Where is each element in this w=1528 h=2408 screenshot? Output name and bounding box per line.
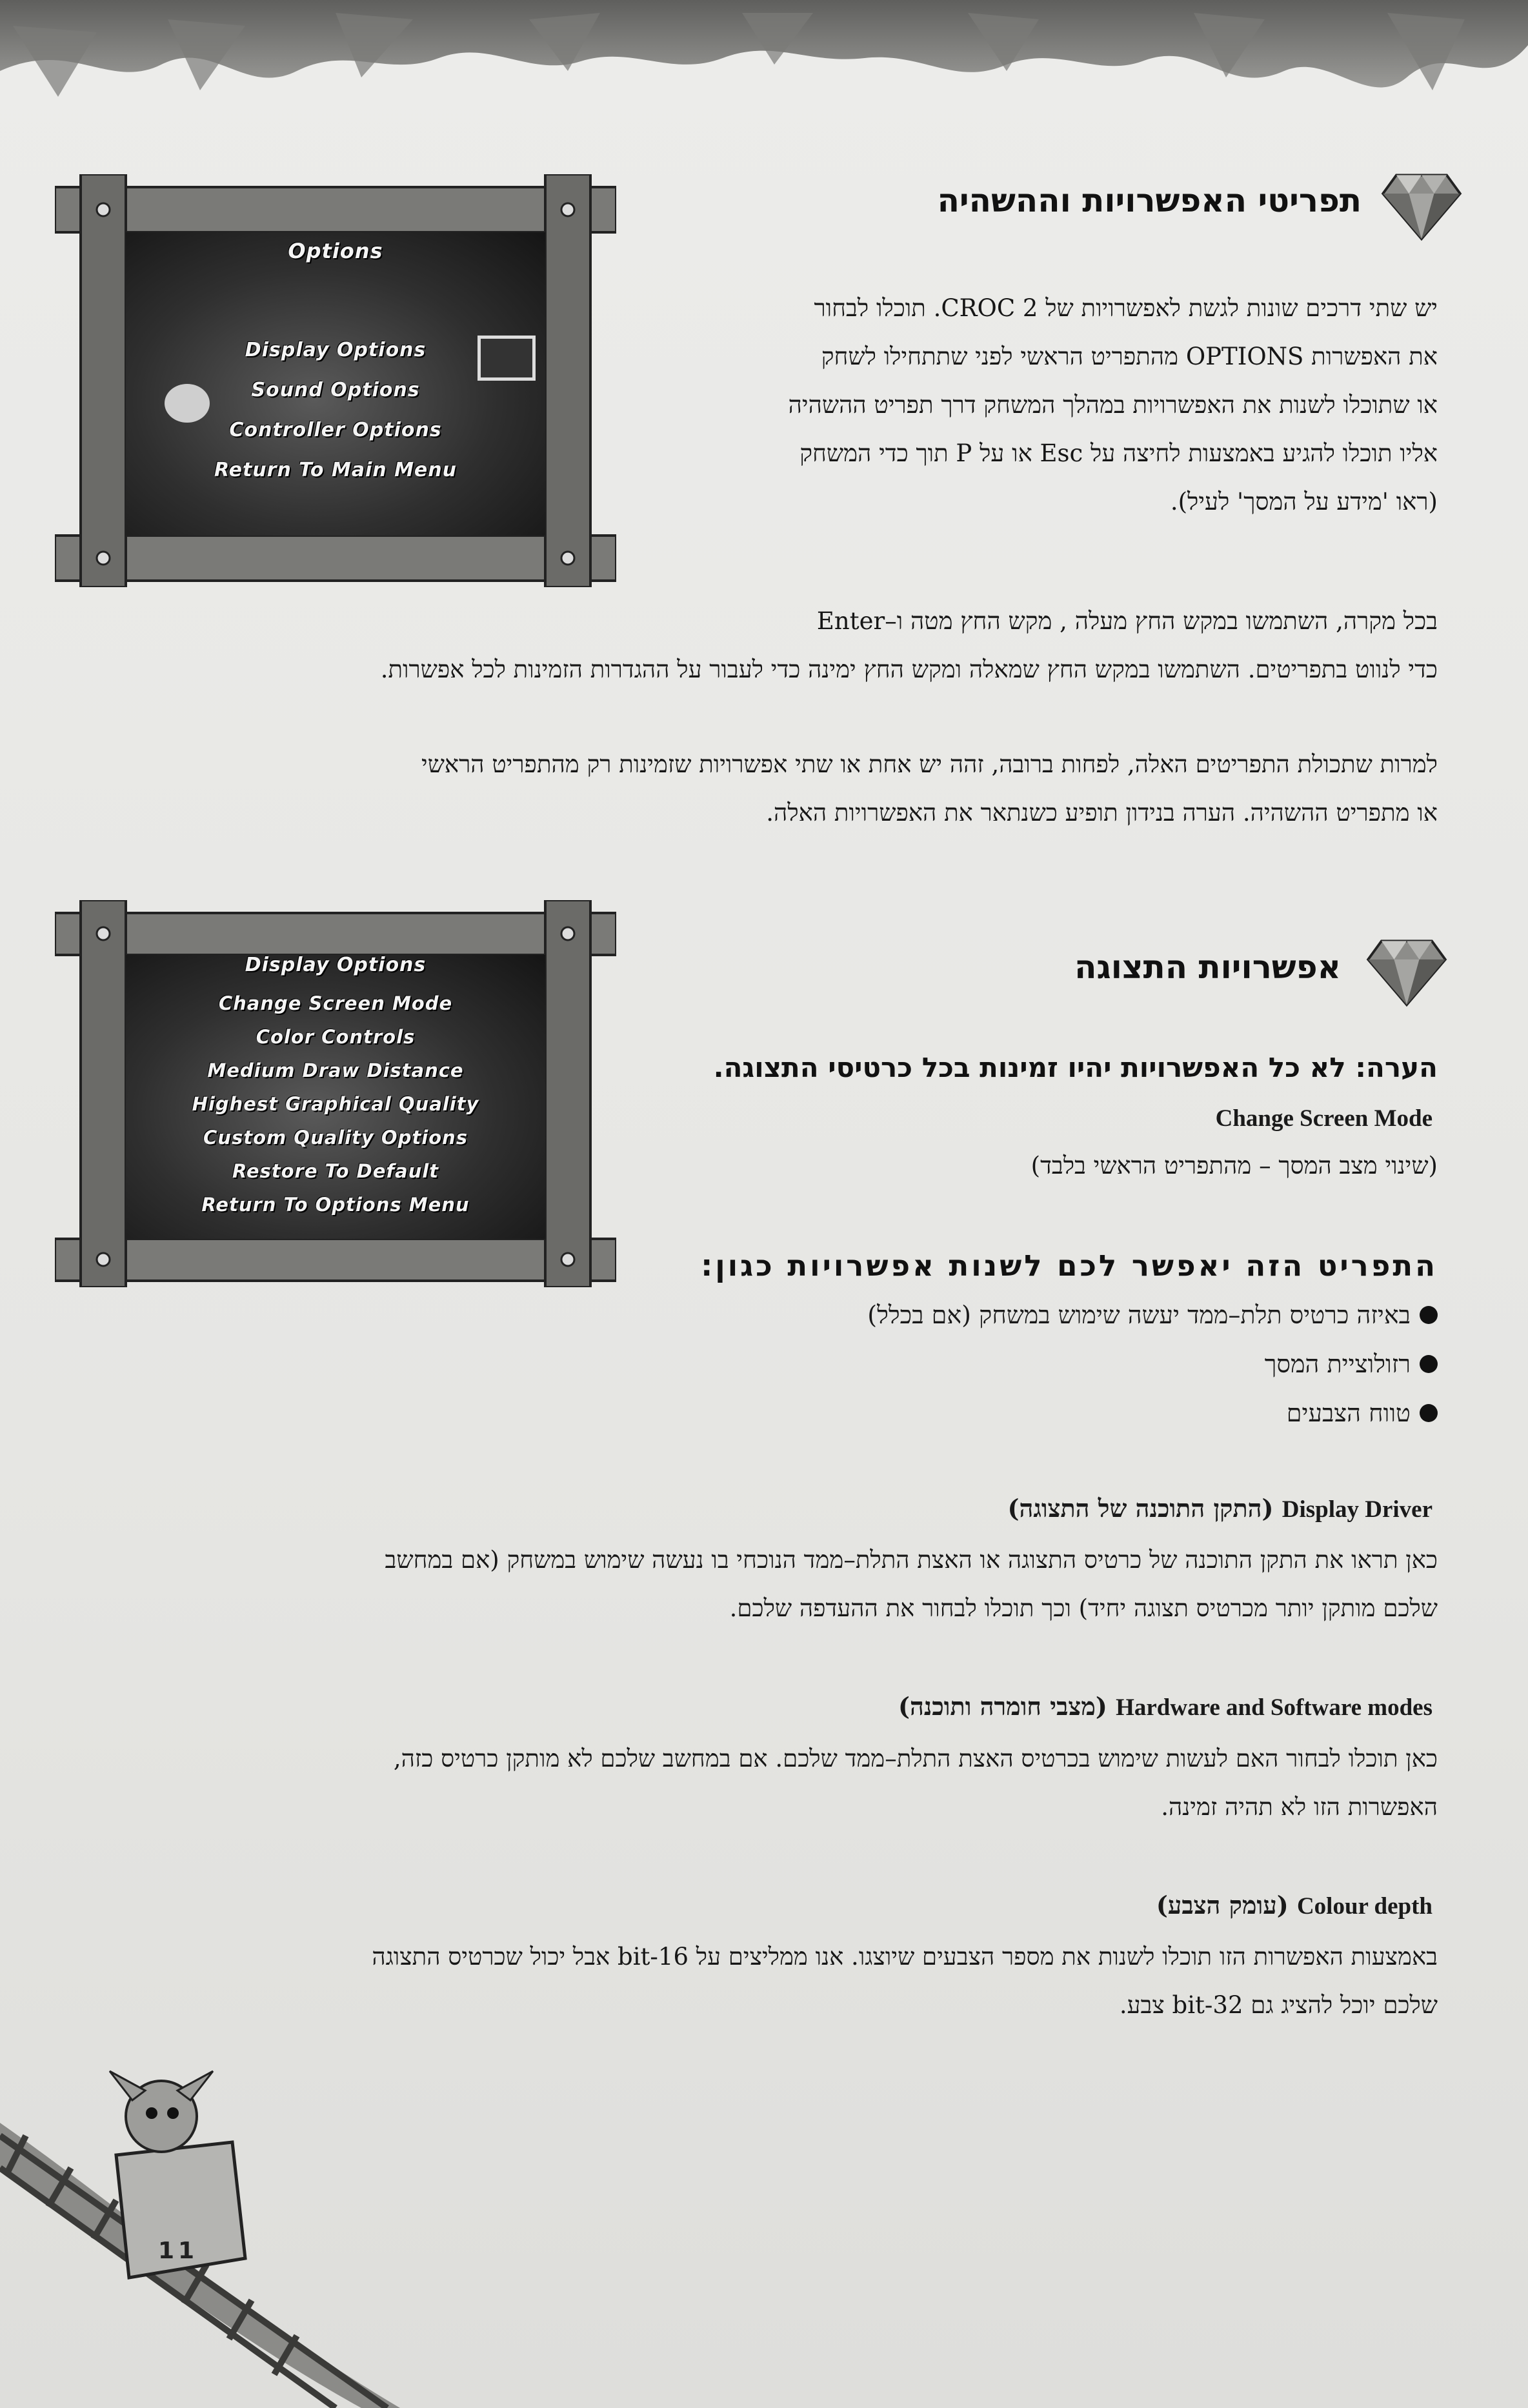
menu-item: Controller Options: [229, 419, 442, 441]
options-bullet-list: [663, 1290, 1438, 1438]
list-item: טווח הצבעים: [663, 1389, 1438, 1438]
navigation-paragraph: בכל מקרה, השתמשו במקש החץ מעלה , מקש החץ מטה ו–Enter כדי לנווט בתפריטים. השתמשו במקש החץ שמאלה ומקש החץ ימינה כדי לעבור על ההגדרות הזמינות לכל אפשרות.: [380, 607, 1438, 683]
screen-title: Options: [288, 239, 383, 263]
hw-sw-modes-desc: כאן תוכלו לבחור האם לעשות שימוש בכרטיס האצת התלת–ממד שלכם. אם במחשב שלכם לא מותקן כרטיס כזה, האפשרות הזו לא תהיה זמינה.: [393, 1745, 1438, 1821]
availability-paragraph: למרות שתכולת התפריטים האלה, לפחות ברובה, זהה יש אחת או שתי אפשרויות שזמינות רק מהתפריט הראשי או מתפריט ההשהיה. הערה בנידון תופיע כשנתאר את האפשרויות האלה.: [421, 750, 1438, 827]
menu-item: Change Screen Mode: [218, 992, 453, 1014]
game-screen: [126, 232, 545, 536]
character-figure: [165, 384, 210, 423]
options-list-intro: התפריט הזה יאפשר לכם לשנות אפשרויות כגון:: [701, 1249, 1438, 1283]
hw-sw-modes-title: Hardware and Software modes (מצבי חומרה ותוכנה): [898, 1692, 1432, 1721]
screen-title: Display Options: [245, 955, 427, 976]
menu-item: Return To Options Menu: [201, 1194, 470, 1216]
list-item: רזולוציית המסך: [663, 1339, 1438, 1389]
change-screen-mode-label: Change Screen Mode: [1215, 1105, 1432, 1132]
menu-item: Highest Graphical Quality: [192, 1093, 479, 1115]
menu-item: Return To Main Menu: [214, 459, 457, 481]
availability-note: הערה: לא כל האפשרויות יהיו זמינות בכל כרטיסי התצוגה.: [713, 1052, 1438, 1083]
menu-item: Sound Options: [251, 379, 420, 401]
tv-monitor-prop: [478, 336, 536, 381]
menu-item: Color Controls: [256, 1026, 416, 1048]
options-menu-screenshot: [55, 174, 616, 587]
bullet-icon: [1420, 1355, 1438, 1373]
page-number: 11: [158, 2238, 199, 2264]
bullet-icon: [1420, 1306, 1438, 1324]
list-item: באיזה כרטיס תלת–ממד יעשה שימוש במשחק (אם בכלל): [663, 1290, 1438, 1339]
menu-item: Medium Draw Distance: [207, 1059, 464, 1081]
intro-paragraph: יש שתי דרכים שונות לגשת לאפשרויות של CROC 2. תוכלו לבחור את האפשרות OPTIONS מהתפריט הראשי לפני שתתחילו לשחק או שתוכלו לשנות את האפשרויות במהלך המשחק דרך תפריט ההשהיה אליו תוכלו להגיע באמצעות לחיצה על Esc או על P תוך כדי המשחק (ראו 'מידע על המסך' לעיל).: [788, 294, 1438, 516]
section-heading-options-menus: תפריטי האפשרויות וההשהיה: [937, 182, 1362, 219]
game-screen: [126, 955, 545, 1239]
display-driver-desc: כאן תראו את התקן התוכנה של כרטיס התצוגה או האצת התלת–ממד הנוכחי בו נעשה שימוש במשחק (אם במחשב שלכם מותקן יותר מכרטיס תצוגה יחיד) וכך תוכלו לבחור את ההעדפה שלכם.: [385, 1546, 1438, 1622]
mine-cart-illustration: [0, 2045, 413, 2408]
colour-depth-desc: באמצעות האפשרות הזו תוכלו לשנות את מספר הצבעים שיוצגו. אנו ממליצים על 16-bit אבל יכול שכרטיס התצוגה שלכם יוכל להציג גם 32-bit צבע.: [372, 1943, 1438, 2019]
change-screen-mode-note: (שינוי מצב המסך – מהתפריט הראשי בלבד): [1030, 1152, 1438, 1179]
bullet-icon: [1420, 1404, 1438, 1422]
menu-item: Restore To Default: [232, 1160, 439, 1182]
gem-icon: [1365, 926, 1449, 1010]
colour-depth-title: Colour depth (עומק הצבע): [1156, 1891, 1432, 1920]
gem-icon: [1380, 160, 1463, 244]
display-driver-title: Display Driver (התקן התוכנה של התצוגה): [1007, 1494, 1432, 1523]
section-heading-display-options: אפשרויות התצוגה: [1074, 948, 1341, 986]
menu-item: Display Options: [245, 339, 427, 361]
top-decorative-border: [0, 0, 1528, 129]
menu-item: Custom Quality Options: [203, 1127, 468, 1149]
display-options-screenshot: [55, 900, 616, 1287]
